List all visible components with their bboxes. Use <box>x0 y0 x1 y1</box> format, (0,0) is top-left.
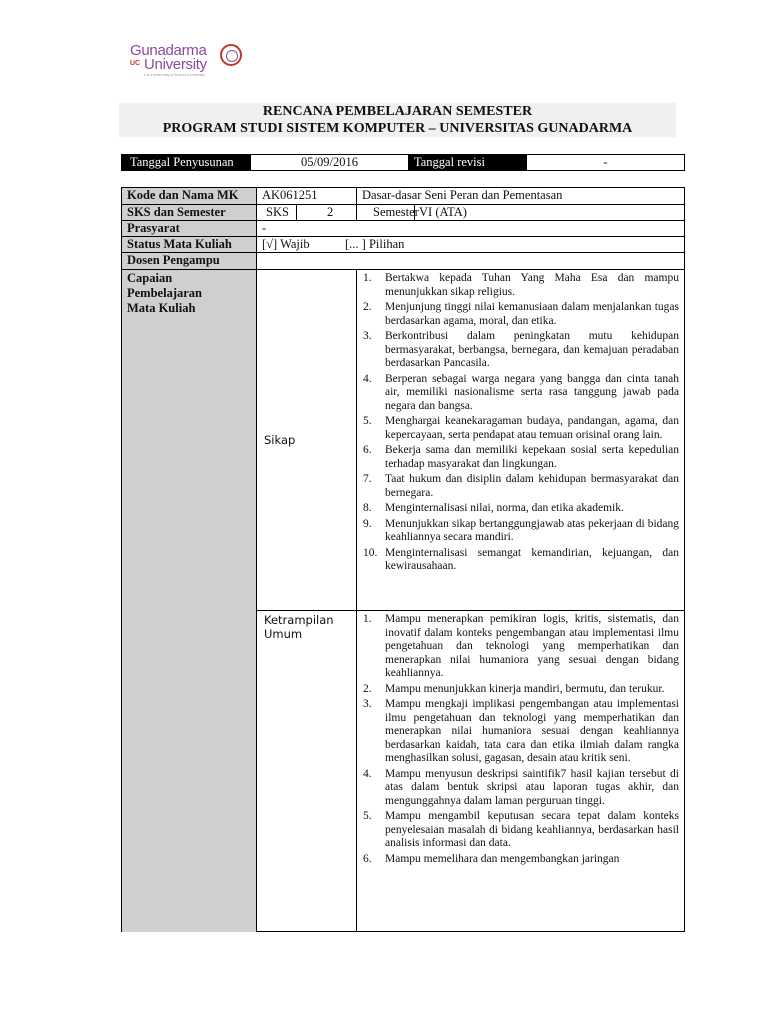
item-number: 1. <box>363 613 372 625</box>
prerequisite-label: Prasyarat <box>122 220 256 236</box>
course-code-label: Kode dan Nama MK <box>122 188 256 204</box>
status-elective: [... ] Pilihan <box>345 237 405 251</box>
item-text: Menginternalisasi semangat kemandirian, kejuangan, dan kewirausahaan. <box>385 546 679 572</box>
lecturer-value <box>256 252 684 269</box>
sikap-label: Sikap <box>264 433 296 447</box>
sikap-item <box>363 473 679 500</box>
status-mandatory: [√] Wajib <box>262 237 310 251</box>
dates-row <box>121 154 685 171</box>
compiled-date-label: Tanggal Penyusunan <box>122 155 251 170</box>
logo-name: Gunadarma <box>130 42 207 59</box>
item-text: Mampu mengambil keputusan secara tepat dalam konteks penyelesaian masalah di bidang keahliannya, berdasarkan hasil analisis informasi dan data. <box>385 810 679 849</box>
course-status-label: Status Mata Kuliah <box>122 236 256 252</box>
sikap-item <box>363 301 679 328</box>
item-text: Berperan sebagai warga negara yang bangga dan cinta tanah air, memiliki nasionalisme serta rasa tanggung jawab pada negara dan bangsa. <box>385 372 679 412</box>
sikap-item <box>363 373 679 414</box>
item-number: 3. <box>363 698 372 710</box>
course-info-table <box>121 187 685 932</box>
logo-tagline: it is a better way to think as a university <box>144 73 205 77</box>
item-text: Mampu menerapkan pemikiran logis, kritis, sistematis, dan inovatif dalam konteks pengembangan atau implementasi ilmu pengetahuan dan teknologi yang memperhatikan dan menerapkan nilai humaniora yang sesuai dengan bidang keahliannya. <box>385 613 679 679</box>
item-text: Bekerja sama dan memiliki kepekaan sosial serta kepedulian terhadap masyarakat dan lingkungan. <box>385 444 679 470</box>
sikap-item <box>363 330 679 371</box>
sks-word: SKS <box>256 204 296 220</box>
item-text: Mampu memelihara dan mengembangkan jaringan <box>385 852 620 865</box>
learning-outcomes-label: Capaian Pembelajaran Mata Kuliah <box>122 269 256 932</box>
sikap-item <box>363 415 679 442</box>
sikap-list <box>356 269 684 610</box>
seal-icon <box>220 44 242 66</box>
item-number: 6. <box>363 852 372 865</box>
semester-word: Semester <box>356 204 414 220</box>
ketrampilan-label-cell <box>256 610 356 932</box>
prerequisite-value: - <box>256 220 684 236</box>
course-status-value <box>256 236 684 252</box>
item-number: 5. <box>363 810 372 822</box>
semester-value: VI (ATA) <box>414 204 684 220</box>
item-text: Menghargai keanekaragaman budaya, pandangan, agama, dan kepercayaan, serta pendapat atau temuan orisinal orang lain. <box>385 415 679 441</box>
item-text: Taat hukum dan disiplin dalam kehidupan bermasyarakat dan bernegara. <box>385 473 679 499</box>
item-number: 8. <box>363 502 372 514</box>
ketrampilan-item <box>363 613 679 681</box>
sikap-label-cell <box>256 269 356 610</box>
item-text: Menunjukkan sikap bertanggungjawab atas pekerjaan di bidang keahliannya secara mandiri. <box>385 517 679 543</box>
item-number: 2. <box>363 682 372 695</box>
document-title <box>119 103 676 137</box>
item-number: 4. <box>363 767 372 780</box>
sikap-item <box>363 444 679 471</box>
course-code: AK061251 <box>256 188 356 204</box>
ketrampilan-item <box>363 853 679 867</box>
title-line-1: RENCANA PEMBELAJARAN SEMESTER <box>262 104 533 119</box>
item-text: Berkontribusi dalam peningkatan mutu kehidupan bermasyarakat, berbangsa, bernegara, dan kemajuan peradaban berdasarkan Pancasila. <box>385 330 679 369</box>
ketrampilan-item <box>363 810 679 851</box>
item-number: 5. <box>363 415 372 427</box>
item-number: 6. <box>363 444 372 456</box>
item-number: 3. <box>363 330 372 342</box>
ketrampilan-item <box>363 698 679 766</box>
item-text: Mampu menyusun deskripsi saintifik7 hasil kajian tersebut di atas dalam bentuk skripsi atau laporan tugas akhir, dan mengunggahnya dalam laman perguruan tinggi. <box>385 767 679 807</box>
sks-semester-label: SKS dan Semester <box>122 204 256 220</box>
revision-date-label: Tanggal revisi <box>408 155 527 170</box>
sikap-item <box>363 502 679 516</box>
item-text: Menginternalisasi nilai, norma, dan etika akademik. <box>385 502 624 514</box>
logo-uc: UC <box>130 60 141 67</box>
course-name: Dasar-dasar Seni Peran dan Pementasan <box>356 188 684 204</box>
university-logo <box>126 42 246 78</box>
revision-date-value: - <box>603 155 608 169</box>
ketrampilan-label: Ketrampilan Umum <box>264 613 334 641</box>
sikap-item <box>363 272 679 299</box>
sikap-item <box>363 518 679 545</box>
ketrampilan-item <box>363 683 679 697</box>
item-number: 9. <box>363 517 372 530</box>
sikap-item <box>363 547 679 574</box>
item-number: 7. <box>363 473 372 485</box>
item-text: Mampu mengkaji implikasi pengembangan atau implementasi ilmu pengetahuan dan teknologi yang memperhatikan dan menerapkan nilai humaniora sesuai dengan keahliannya berdasarkan kaidah, tata cara dan etika ilmiah dalam rangka menghasilkan solusi, gagasan, desain atau kritik seni. <box>385 698 679 764</box>
item-number: 10. <box>363 546 378 559</box>
lecturer-label: Dosen Pengampu <box>122 252 256 269</box>
ketrampilan-item <box>363 768 679 809</box>
title-line-2: PROGRAM STUDI SISTEM KOMPUTER – UNIVERSITAS GUNADARMA <box>162 121 633 136</box>
item-number: 1. <box>363 272 372 284</box>
item-number: 4. <box>363 372 372 385</box>
sks-value: 2 <box>296 204 356 220</box>
item-text: Bertakwa kepada Tuhan Yang Maha Esa dan mampu menunjukkan sikap religius. <box>385 272 679 298</box>
ketrampilan-list <box>356 610 684 932</box>
compiled-date-value: 05/09/2016 <box>301 155 358 169</box>
item-text: Mampu menunjukkan kinerja mandiri, bermutu, dan terukur. <box>385 682 665 695</box>
item-number: 2. <box>363 301 372 313</box>
logo-university: University <box>144 56 207 73</box>
item-text: Menjunjung tinggi nilai kemanusiaan dalam menjalankan tugas berdasarkan agama, moral, dan etika. <box>385 301 679 327</box>
